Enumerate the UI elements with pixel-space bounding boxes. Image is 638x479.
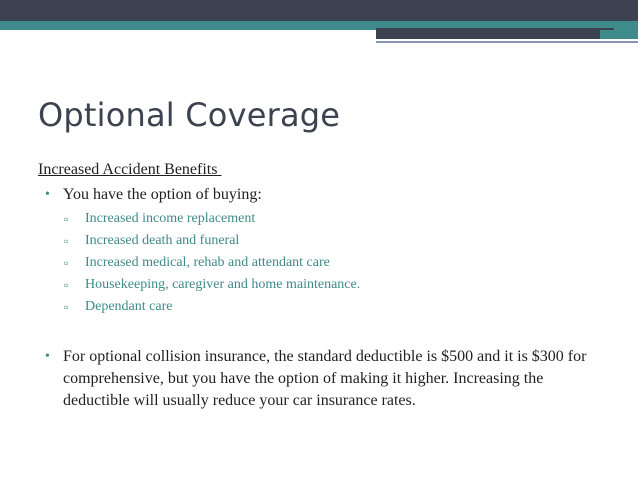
section-heading: Increased Accident Benefits bbox=[38, 161, 222, 178]
square-bullet-icon: ▫ bbox=[64, 278, 69, 292]
sub-item-text: Increased medical, rehab and attendant care bbox=[85, 255, 330, 270]
sub-item-text: Housekeeping, caregiver and home maintenance. bbox=[85, 277, 361, 292]
bullet-paragraph: For optional collision insurance, the standard deductible is $500 and it is $300 for comprehensive, but you have the option of making it higher. Increasing the deductible will usually reduce your car insurance rates. bbox=[63, 348, 587, 409]
header-bar bbox=[0, 0, 638, 21]
bullet-dot-icon: • bbox=[45, 187, 50, 202]
sub-item-text: Increased death and funeral bbox=[85, 233, 240, 248]
sub-item-text: Dependant care bbox=[85, 299, 173, 314]
sub-item-text: Increased income replacement bbox=[85, 211, 256, 226]
bullet-dot-icon: • bbox=[45, 349, 50, 364]
header-accent-line bbox=[376, 41, 638, 43]
square-bullet-icon: ▫ bbox=[64, 234, 69, 248]
square-bullet-icon: ▫ bbox=[64, 256, 69, 270]
square-bullet-icon: ▫ bbox=[64, 212, 69, 226]
slide-title: Optional Coverage bbox=[38, 96, 341, 134]
square-bullet-icon: ▫ bbox=[64, 300, 69, 314]
header-accent-teal bbox=[600, 30, 638, 39]
header-accent-box bbox=[376, 28, 614, 39]
bullet-text: You have the option of buying: bbox=[63, 186, 262, 203]
